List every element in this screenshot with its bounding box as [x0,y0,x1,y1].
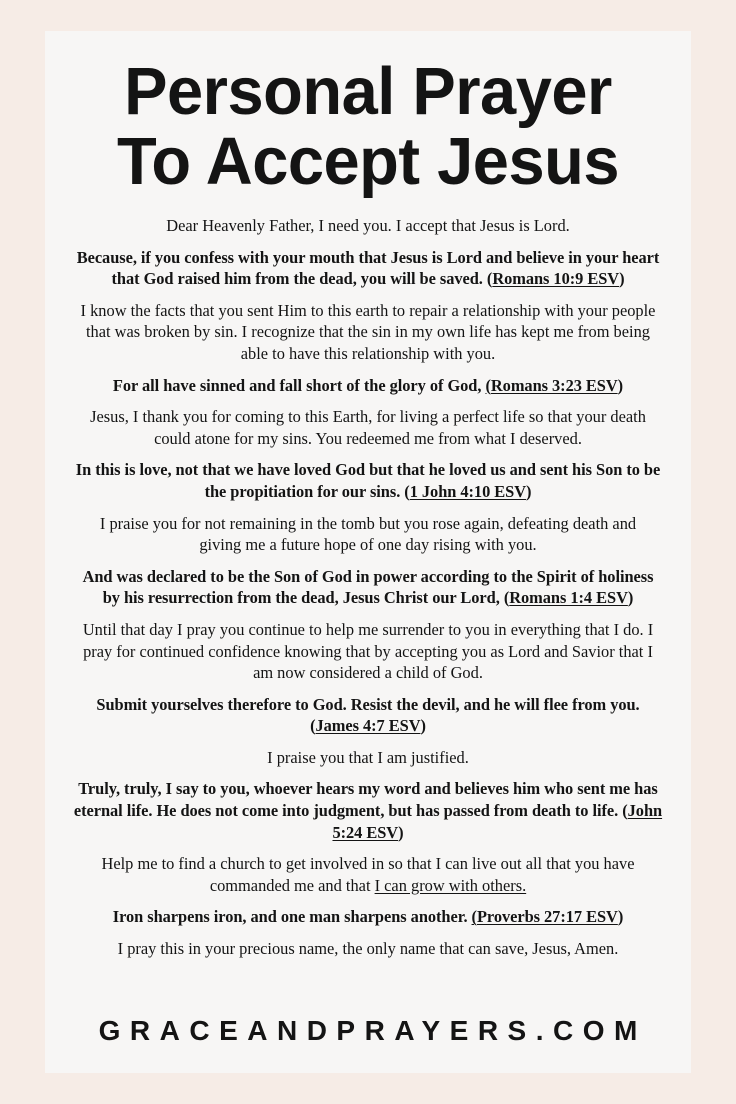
scripture-quote [68,375,668,407]
open-paren: ( [404,481,410,501]
close-paren: ) [617,907,624,927]
paragraph-text: Until that day I pray you continue to help me surrender to you in everything that I do. I pray for continued confidence knowing that by accepting you as Lord and Savior that I am now considered a child of God. [82,619,654,683]
prayer-paragraph [78,853,658,906]
site-footer [45,1015,691,1073]
paragraph-text: Dear Heavenly Father, I need you. I accept that Jesus is Lord. [166,216,570,235]
open-paren: ( [503,588,510,608]
scripture-reference: Romans 10:9 ESV [492,269,620,289]
scripture-reference: 1 John 4:10 ESV [409,481,527,501]
prayer-paragraph [78,513,658,566]
scripture-quote [75,566,661,619]
prayer-paragraph [78,747,658,779]
scripture-quote [68,906,668,938]
prayer-paragraph [78,215,658,247]
scripture-reference: Romans 3:23 ESV [490,375,618,395]
scripture-reference: Proverbs 27:17 ESV [476,907,618,927]
prayer-paragraph [78,619,658,694]
page-title-line-1: Personal Prayer [124,54,612,129]
scripture-text: For all have sinned and fall short of the glory of God, [112,375,486,395]
scripture-reference: John 5:24 ESV [332,801,663,842]
scripture-text: Iron sharpens iron, and one man sharpens another. [112,907,472,927]
paragraph-text: Jesus, I thank you for coming to this Earth, for living a perfect life so that your death could atone for my sins. You redeemed me from what I deserved. [90,407,646,448]
scripture-text: Because, if you confess with your mouth that Jesus is Lord and believe in your heart that God raised him from the dead, you will be saved. [76,247,660,289]
prayer-paragraph [85,938,651,970]
scripture-text: Submit yourselves therefore to God. Resist the devil, and he will flee from you. [96,694,640,714]
inline-underlined-phrase: I can grow with others. [374,875,527,895]
close-paren: ) [398,822,404,842]
scripture-text: In this is love, not that we have loved God but that he loved us and sent his Son to be the propitiation for our sins. [75,460,661,501]
open-paren: ( [485,375,491,395]
prayer-body [45,197,691,1015]
scripture-quote [75,247,661,300]
paragraph-text: I pray this in your precious name, the only name that can save, Jesus, Amen. [117,939,619,959]
scripture-text: Truly, truly, I say to you, whoever hears my word and believes him who sent me has eternal life. He does not come into judgment, but has passed from death to life. [73,779,658,821]
close-paren: ) [619,269,625,289]
page-title-line-2: To Accept Jesus [116,124,619,199]
prayer-card [45,31,691,1073]
scripture-reference: Romans 1:4 ESV [509,588,628,608]
open-paren: ( [486,269,493,289]
paragraph-text: I praise you for not remaining in the tomb but you rose again, defeating death and giving me a future hope of one day rising with you. [99,513,637,555]
close-paren: ) [617,375,624,395]
open-paren: ( [471,907,477,927]
scripture-quote [68,778,668,853]
prayer-paragraph [78,300,658,375]
close-paren: ) [627,588,634,608]
paragraph-text: I praise you that I am justified. [267,747,469,767]
prayer-paragraph [78,406,658,459]
scripture-text: And was declared to be the Son of God in power according to the Spirit of holiness by his resurrection from the dead, Jesus Christ our Lord, [82,566,654,608]
close-paren: ) [526,481,532,501]
paragraph-text: I know the facts that you sent Him to this earth to repair a relationship with your people that was broken by sin. I recognize that the sin in my own life has kept me from being able to have this relationship with you. [80,300,656,363]
open-paren: ( [310,716,316,736]
site-url: GRACEANDPRAYERS.COM [98,1015,647,1046]
scripture-quote [85,694,651,747]
close-paren: ) [420,716,426,736]
page-title [55,31,682,197]
open-paren: ( [622,801,628,821]
paragraph-text: Help me to find a church to get involved in so that I can live out all that you have commanded me and that [101,854,635,895]
scripture-quote [75,459,661,512]
scripture-reference: James 4:7 ESV [315,716,421,736]
